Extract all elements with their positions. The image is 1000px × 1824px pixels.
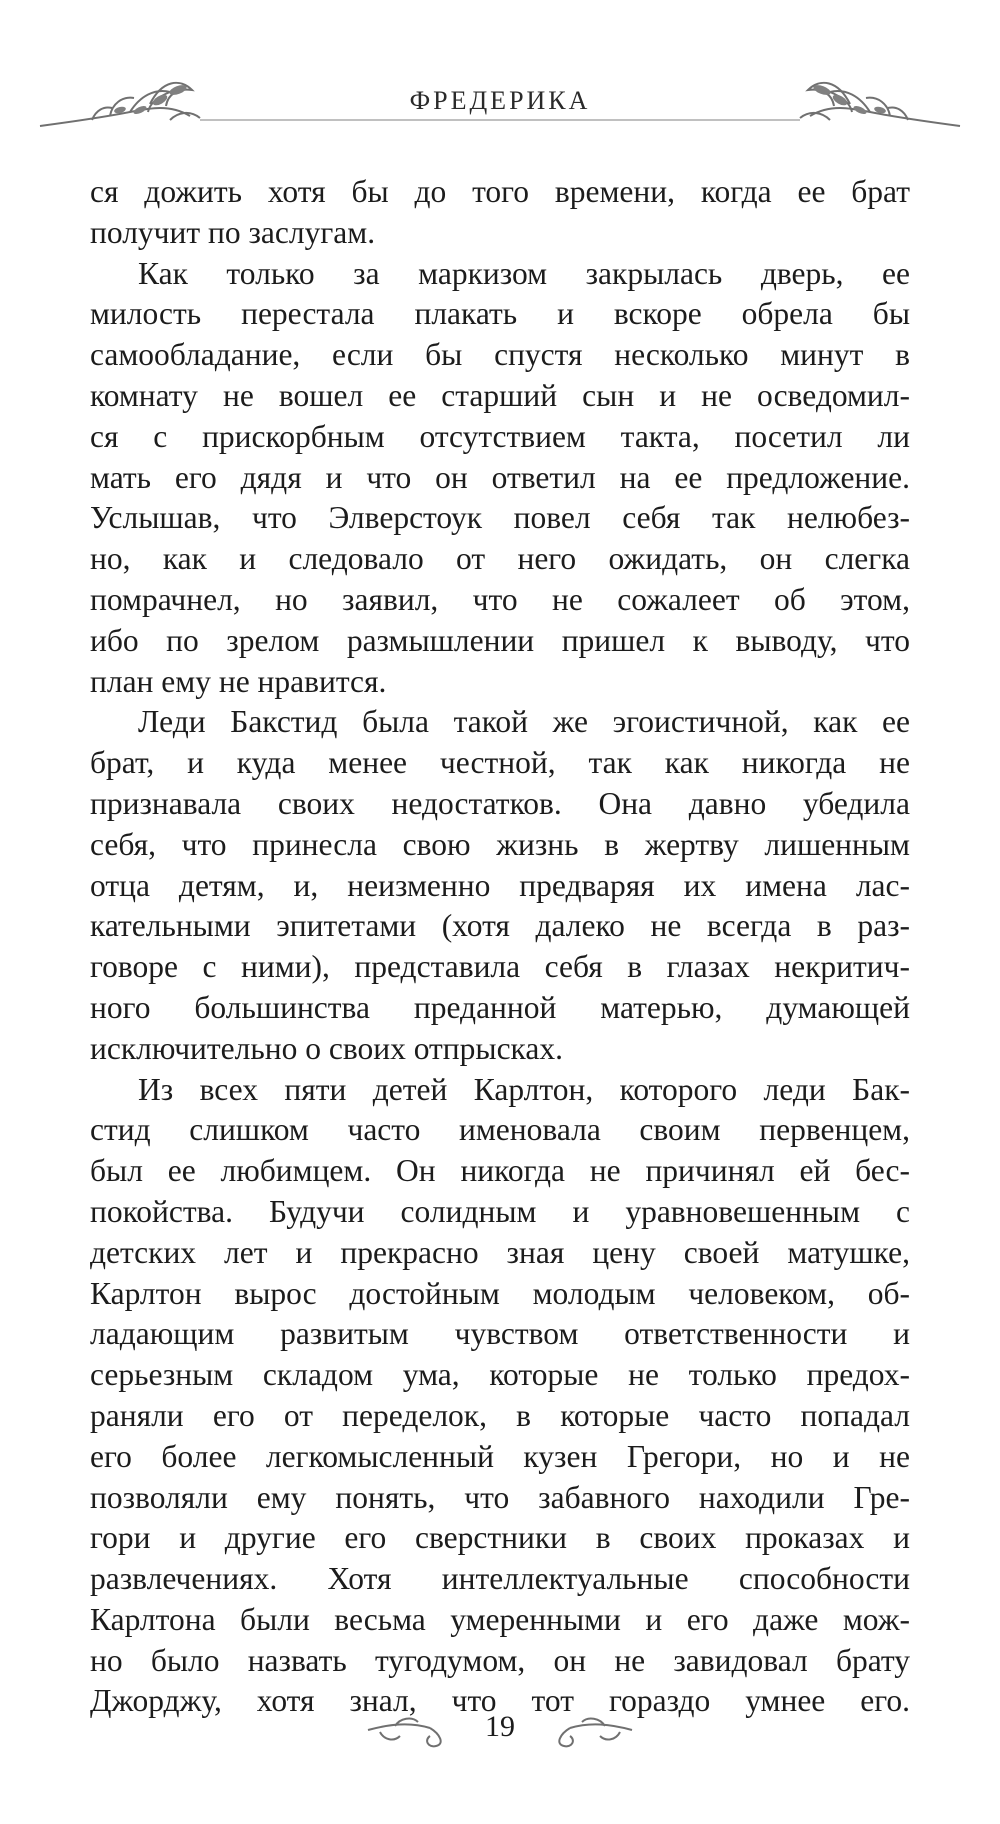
running-title: ФРЕДЕРИКА	[409, 86, 591, 115]
text-line: милость перестала плакать и вскоре обрела бы	[90, 296, 910, 332]
paragraph	[90, 172, 910, 254]
text-line: ного большинства преданной матерью, думающей	[90, 989, 910, 1025]
text-line: ибо по зрелом размышлении пришел к выводу, что	[90, 622, 910, 658]
text-line: Карлтон вырос достойным молодым человеком, об-	[90, 1275, 910, 1311]
running-header	[0, 60, 1000, 150]
text-line: отца детям, и, неизменно предваряя их имена лас-	[90, 867, 910, 903]
text-line: серьезным складом ума, которые не только предох-	[90, 1357, 910, 1393]
text-line: стид слишком часто именовала своим первенцем,	[90, 1112, 910, 1148]
text-line: признавала своих недостатков. Она давно убедила	[90, 785, 910, 821]
text-line: развлечениях. Хотя интеллектуальные способности	[90, 1561, 910, 1597]
text-line: был ее любимцем. Он никогда не причинял ей бес-	[90, 1153, 910, 1189]
text-line: позволяли ему понять, что забавного находили Гре-	[90, 1479, 910, 1515]
text-line: говоре с ними), представила себя в глазах некритич-	[90, 949, 910, 985]
text-line: ладающим развитым чувством ответственности и	[90, 1316, 910, 1352]
text-line: помрачнел, но заявил, что не сожалеет об этом,	[90, 581, 910, 617]
page-number: 19	[485, 1710, 515, 1743]
body-text	[90, 172, 910, 1722]
text-line: комнату не вошел ее старший сын и не осведомил-	[90, 377, 910, 413]
text-line: Услышав, что Элверстоук повел себя так нелюбез-	[90, 500, 910, 536]
text-line: покойства. Будучи солидным и уравновешенным с	[90, 1193, 910, 1229]
paragraph	[90, 702, 910, 1069]
text-line: план ему не нравится.	[90, 663, 387, 699]
text-line: но было назвать тугодумом, он не завидовал брату	[90, 1642, 910, 1678]
text-line: получит по заслугам.	[90, 214, 376, 250]
text-line: ся дожить хотя бы до того времени, когда ее брат	[90, 174, 910, 209]
paragraph	[90, 254, 910, 703]
text-line: брат, и куда менее честной, так как никогда не	[90, 745, 910, 781]
text-line: Леди Бакстид была такой же эгоистичной, как ее	[138, 704, 910, 740]
text-line: его более легкомысленный кузен Грегори, но и не	[90, 1438, 910, 1474]
page-footer	[0, 1700, 1000, 1760]
text-line: кательными эпитетами (хотя далеко не всегда в раз-	[90, 908, 910, 944]
text-line: Карлтона были весьма умеренными и его даже мож-	[90, 1601, 910, 1637]
paragraph	[90, 1070, 910, 1723]
text-line: исключительно о своих отпрысках.	[90, 1030, 563, 1066]
text-line: Из всех пяти детей Карлтон, которого леди Бак-	[138, 1071, 910, 1107]
text-line: себя, что принесла свою жизнь в жертву лишенным	[90, 826, 910, 862]
text-line: мать его дядя и что он ответил на ее предложение.	[90, 459, 910, 495]
text-line: Как только за маркизом закрылась дверь, ее	[138, 255, 910, 291]
text-line: самообладание, если бы спустя несколько минут в	[90, 337, 910, 373]
text-line: гори и другие его сверстники в своих проказах и	[90, 1520, 910, 1556]
text-line: Джорджу, хотя знал, что тот гораздо умнее его.	[90, 1683, 910, 1719]
text-line: детских лет и прекрасно зная цену своей матушке,	[90, 1234, 910, 1270]
text-line: раняли его от переделок, в которые часто попадал	[90, 1397, 910, 1433]
text-line: ся с прискорбным отсутствием такта, посетил ли	[90, 418, 910, 454]
text-line: но, как и следовало от него ожидать, он слегка	[90, 541, 910, 577]
